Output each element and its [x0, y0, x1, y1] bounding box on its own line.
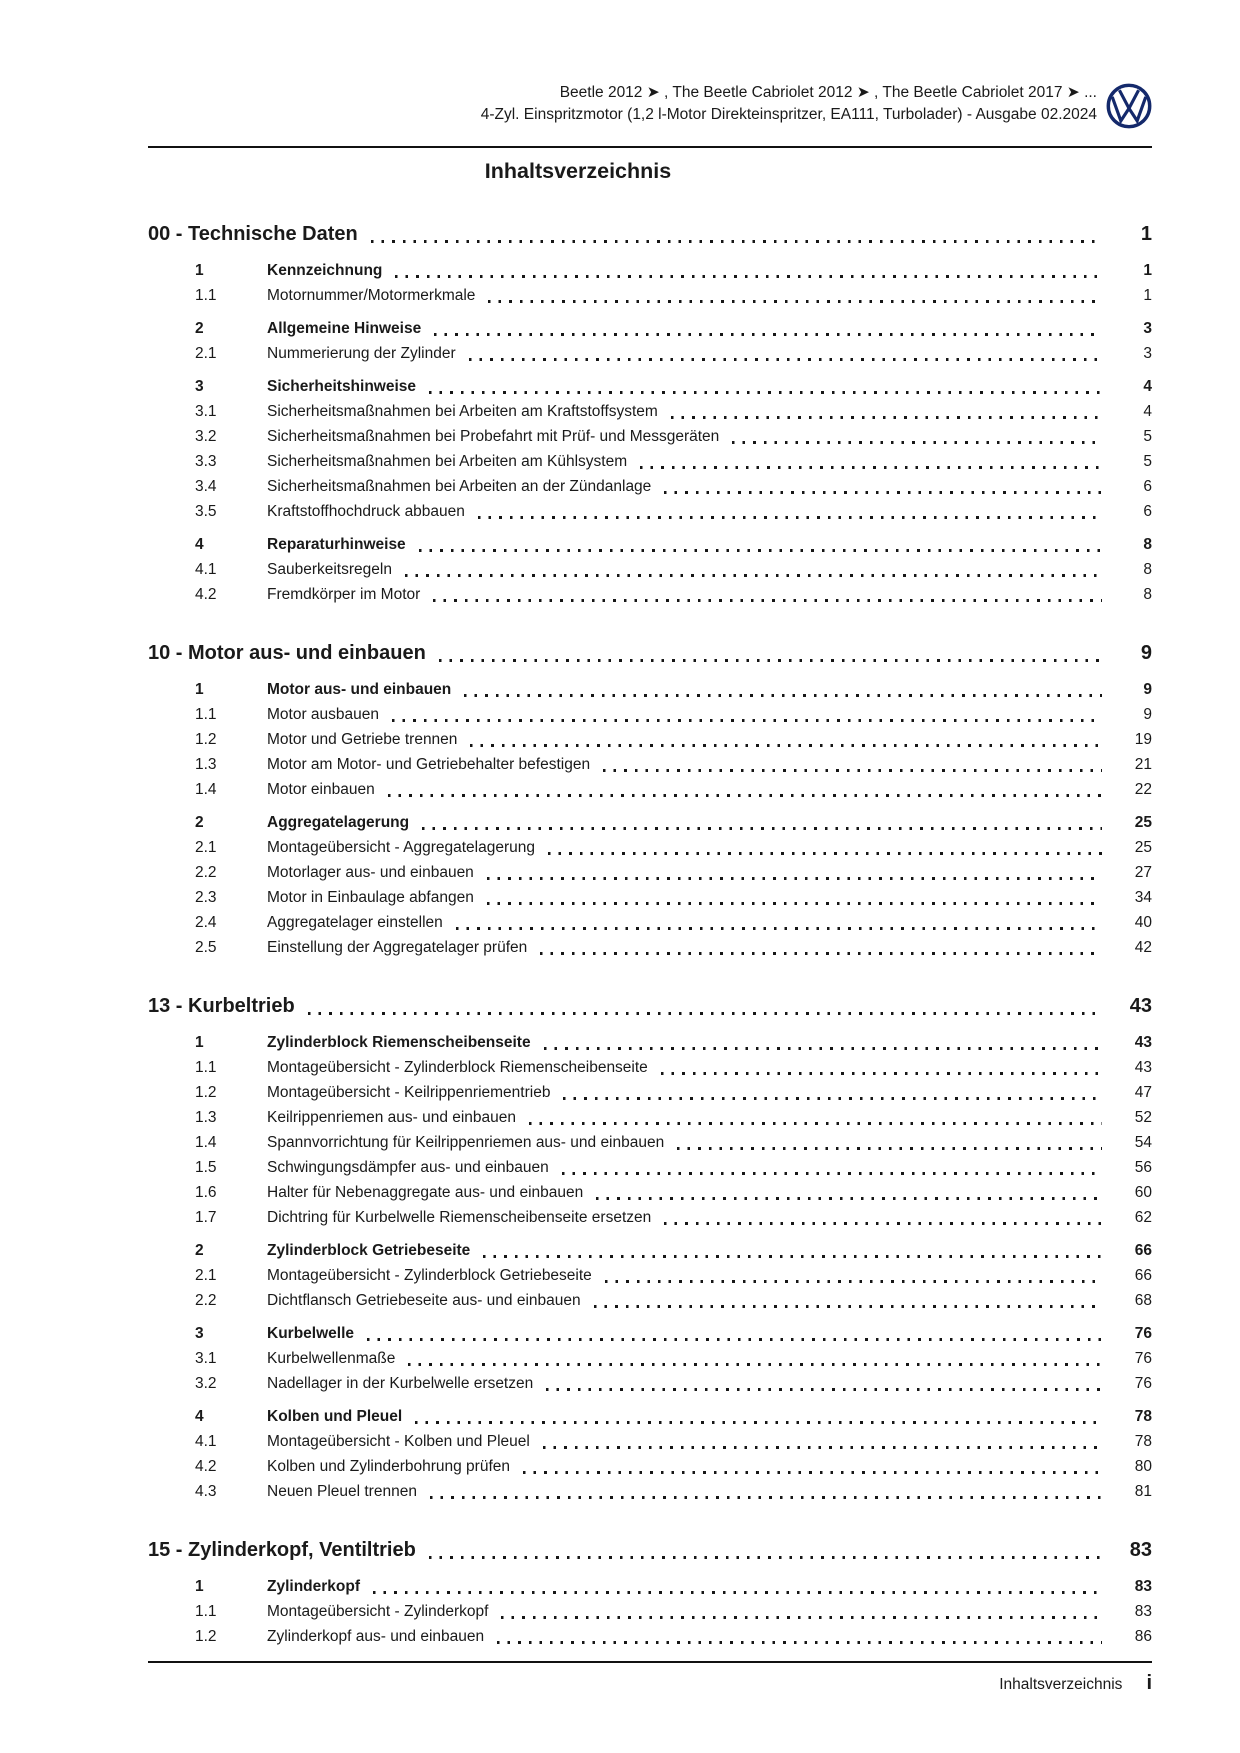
- dot-leader: [664, 1222, 1102, 1225]
- dot-leader: [429, 1556, 1102, 1559]
- entry-title: Fremdkörper im Motor: [267, 586, 421, 603]
- toc-entry-row: [148, 1321, 1152, 1346]
- entry-title: Kraftstoffhochdruck abbauen: [267, 503, 465, 520]
- entry-page-number: 68: [1134, 1292, 1152, 1309]
- section-title: 10 - Motor aus- und einbauen: [148, 642, 426, 664]
- dot-leader: [546, 1388, 1102, 1391]
- entry-title: Halter für Nebenaggregate aus- und einbauen: [267, 1184, 584, 1201]
- entry-page-number: 62: [1134, 1209, 1152, 1226]
- footer-row: [148, 1663, 1152, 1695]
- toc-entry-row: [148, 835, 1152, 860]
- entry-number: 1.3: [195, 756, 217, 773]
- entry-number: 2.4: [195, 914, 217, 931]
- entry-number: 2.2: [195, 1292, 217, 1309]
- entry-page-number: 21: [1134, 756, 1152, 773]
- entry-number: 2.5: [195, 939, 217, 956]
- toc-entry-row: [148, 1429, 1152, 1454]
- dot-leader: [664, 491, 1102, 494]
- entry-title: Nummerierung der Zylinder: [267, 345, 456, 362]
- entry-title: Sauberkeitsregeln: [267, 561, 392, 578]
- entry-number: 2: [195, 1242, 204, 1259]
- entry-title: Aggregatelager einstellen: [267, 914, 443, 931]
- dot-leader: [408, 1363, 1102, 1366]
- toc-entry-row: [148, 1105, 1152, 1130]
- section-page-number: 9: [1140, 642, 1152, 664]
- entry-page-number: 66: [1134, 1267, 1152, 1284]
- entry-number: 1.4: [195, 781, 217, 798]
- entry-page-number: 43: [1134, 1059, 1152, 1076]
- toc-entry-row: [148, 474, 1152, 499]
- entry-title: Dichtflansch Getriebeseite aus- und einbauen: [267, 1292, 581, 1309]
- dot-leader: [501, 1616, 1102, 1619]
- dot-leader: [483, 1255, 1102, 1258]
- entry-number: 1.2: [195, 731, 217, 748]
- dot-leader: [594, 1305, 1102, 1308]
- entry-page-number: 6: [1143, 503, 1152, 520]
- entry-page-number: 4: [1143, 378, 1152, 395]
- entry-number: 1.6: [195, 1184, 217, 1201]
- entry-page-number: 78: [1134, 1408, 1152, 1425]
- entry-page-number: 66: [1134, 1242, 1152, 1259]
- entry-number: 1: [195, 1034, 204, 1051]
- entry-number: 3.1: [195, 1350, 217, 1367]
- document-footer: [148, 1661, 1152, 1695]
- entry-number: 3.2: [195, 428, 217, 445]
- toc-section-row: [148, 990, 1152, 1022]
- page-title: Inhaltsverzeichnis: [484, 159, 672, 183]
- entry-number: 1.2: [195, 1084, 217, 1101]
- entry-number: 3.4: [195, 478, 217, 495]
- toc-section-row: [148, 1534, 1152, 1566]
- toc-entry-row: [148, 1180, 1152, 1205]
- toc-entry-row: [148, 1205, 1152, 1230]
- entry-title: Montageübersicht - Kolben und Pleuel: [267, 1433, 530, 1450]
- entry-title: Zylinderblock Riemenscheibenseite: [267, 1034, 531, 1051]
- entry-title: Montageübersicht - Keilrippenriementrieb: [267, 1084, 551, 1101]
- section-title: 13 - Kurbeltrieb: [148, 995, 295, 1017]
- toc-entry-row: [148, 1479, 1152, 1504]
- entry-number: 3: [195, 1325, 204, 1342]
- toc-section: [148, 637, 1152, 960]
- entry-page-number: 76: [1134, 1375, 1152, 1392]
- section-page-number: 83: [1129, 1539, 1152, 1561]
- dot-leader: [422, 827, 1102, 830]
- entry-title: Neuen Pleuel trennen: [267, 1483, 417, 1500]
- entry-page-number: 43: [1134, 1034, 1152, 1051]
- entry-title: Einstellung der Aggregatelager prüfen: [267, 939, 528, 956]
- entry-title: Nadellager in der Kurbelwelle ersetzen: [267, 1375, 534, 1392]
- entry-title: Kolben und Zylinderbohrung prüfen: [267, 1458, 511, 1475]
- entry-page-number: 4: [1143, 403, 1152, 420]
- entry-title: Sicherheitsmaßnahmen bei Arbeiten am Kraftstoffsystem: [267, 403, 658, 420]
- toc-section-row: [148, 637, 1152, 669]
- dot-leader: [478, 516, 1102, 519]
- dot-leader: [430, 1496, 1102, 1499]
- dot-leader: [563, 1097, 1102, 1100]
- dot-leader: [464, 694, 1102, 697]
- toc-entry-row: [148, 258, 1152, 283]
- dot-leader: [732, 441, 1102, 444]
- entry-number: 1.1: [195, 1059, 217, 1076]
- toc-entry-row: [148, 1454, 1152, 1479]
- toc-entry-row: [148, 752, 1152, 777]
- entry-title: Kurbelwellenmaße: [267, 1350, 396, 1367]
- entry-number: 4: [195, 536, 204, 553]
- dot-leader: [671, 416, 1102, 419]
- entry-title: Motor aus- und einbauen: [267, 681, 452, 698]
- entry-number: 1: [195, 262, 204, 279]
- entry-number: 1: [195, 681, 204, 698]
- dot-leader: [308, 1012, 1102, 1015]
- toc-entry-row: [148, 810, 1152, 835]
- entry-page-number: 56: [1134, 1159, 1152, 1176]
- section-title: 15 - Zylinderkopf, Ventiltrieb: [148, 1539, 416, 1561]
- entry-page-number: 76: [1134, 1325, 1152, 1342]
- entry-title: Kolben und Pleuel: [267, 1408, 403, 1425]
- toc-entry-row: [148, 1080, 1152, 1105]
- dot-leader: [433, 599, 1102, 602]
- entry-number: 4.1: [195, 561, 217, 578]
- entry-title: Motor in Einbaulage abfangen: [267, 889, 474, 906]
- toc-entry-row: [148, 374, 1152, 399]
- toc-entry-row: [148, 1404, 1152, 1429]
- toc-entry-row: [148, 399, 1152, 424]
- entry-page-number: 9: [1143, 706, 1152, 723]
- entry-page-number: 34: [1134, 889, 1152, 906]
- vw-logo-icon: [1106, 83, 1152, 129]
- entry-title: Spannvorrichtung für Keilrippenriemen aus- und einbauen: [267, 1134, 665, 1151]
- entry-number: 3.2: [195, 1375, 217, 1392]
- toc-entry-row: [148, 702, 1152, 727]
- toc-entry-row: [148, 677, 1152, 702]
- entry-number: 1.1: [195, 706, 217, 723]
- entry-page-number: 3: [1143, 320, 1152, 337]
- entry-number: 2.2: [195, 864, 217, 881]
- toc-entry-row: [148, 499, 1152, 524]
- dot-leader: [497, 1641, 1102, 1644]
- entry-number: 4.3: [195, 1483, 217, 1500]
- toc-entry-row: [148, 1346, 1152, 1371]
- entry-number: 3.3: [195, 453, 217, 470]
- dot-leader: [395, 275, 1102, 278]
- entry-title: Motornummer/Motormerkmale: [267, 287, 476, 304]
- dot-leader: [487, 877, 1102, 880]
- entry-number: 2: [195, 320, 204, 337]
- entry-page-number: 83: [1134, 1603, 1152, 1620]
- toc-entry-row: [148, 860, 1152, 885]
- dot-leader: [540, 952, 1102, 955]
- entry-page-number: 27: [1134, 864, 1152, 881]
- entry-title: Zylinderblock Getriebeseite: [267, 1242, 471, 1259]
- entry-title: Sicherheitshinweise: [267, 378, 417, 395]
- toc-entry-row: [148, 935, 1152, 960]
- entry-page-number: 83: [1134, 1578, 1152, 1595]
- toc-section: [148, 1534, 1152, 1649]
- toc-entry-row: [148, 1574, 1152, 1599]
- toc-section-row: [148, 218, 1152, 250]
- entry-page-number: 1: [1143, 262, 1152, 279]
- toc-entry-row: [148, 777, 1152, 802]
- footer-label: Inhaltsverzeichnis: [999, 1676, 1123, 1693]
- dot-leader: [523, 1471, 1102, 1474]
- entry-title: Zylinderkopf aus- und einbauen: [267, 1628, 485, 1645]
- entry-page-number: 6: [1143, 478, 1152, 495]
- entry-number: 1.4: [195, 1134, 217, 1151]
- entry-title: Motor und Getriebe trennen: [267, 731, 458, 748]
- entry-page-number: 8: [1143, 536, 1152, 553]
- entry-title: Keilrippenriemen aus- und einbauen: [267, 1109, 517, 1126]
- entry-number: 4: [195, 1408, 204, 1425]
- entry-page-number: 19: [1134, 731, 1152, 748]
- entry-title: Kurbelwelle: [267, 1325, 354, 1342]
- entry-title: Zylinderkopf: [267, 1578, 361, 1595]
- entry-number: 3.1: [195, 403, 217, 420]
- dot-leader: [605, 1280, 1102, 1283]
- entry-page-number: 1: [1143, 287, 1152, 304]
- toc-entry-row: [148, 316, 1152, 341]
- dot-leader: [603, 769, 1102, 772]
- entry-number: 2.3: [195, 889, 217, 906]
- dot-leader: [392, 719, 1102, 722]
- entry-title: Motor ausbauen: [267, 706, 380, 723]
- dot-leader: [434, 333, 1102, 336]
- entry-page-number: 5: [1143, 428, 1152, 445]
- dot-leader: [544, 1047, 1102, 1050]
- toc-entry-row: [148, 341, 1152, 366]
- entry-page-number: 86: [1134, 1628, 1152, 1645]
- entry-page-number: 54: [1134, 1134, 1152, 1151]
- entry-title: Reparaturhinweise: [267, 536, 406, 553]
- entry-page-number: 76: [1134, 1350, 1152, 1367]
- entry-title: Motor am Motor- und Getriebehalter befestigen: [267, 756, 591, 773]
- dot-leader: [419, 549, 1102, 552]
- dot-leader: [388, 794, 1102, 797]
- toc-entry-row: [148, 532, 1152, 557]
- dot-leader: [543, 1446, 1102, 1449]
- entry-title: Kennzeichnung: [267, 262, 383, 279]
- toc-section: [148, 990, 1152, 1504]
- entry-page-number: 81: [1134, 1483, 1152, 1500]
- toc-entry-row: [148, 283, 1152, 308]
- entry-page-number: 22: [1134, 781, 1152, 798]
- entry-title: Montageübersicht - Zylinderblock Riemenscheibenseite: [267, 1059, 648, 1076]
- dot-leader: [371, 240, 1102, 243]
- header-text: [148, 82, 1106, 126]
- section-page-number: 43: [1129, 995, 1152, 1017]
- toc-entry-row: [148, 424, 1152, 449]
- entry-number: 4.2: [195, 1458, 217, 1475]
- entry-page-number: 9: [1143, 681, 1152, 698]
- dot-leader: [456, 927, 1102, 930]
- entry-title: Aggregatelagerung: [267, 814, 410, 831]
- toc-entry-row: [148, 449, 1152, 474]
- entry-number: 3.5: [195, 503, 217, 520]
- dot-leader: [439, 659, 1102, 662]
- entry-page-number: 8: [1143, 561, 1152, 578]
- dot-leader: [640, 466, 1102, 469]
- entry-number: 1.1: [195, 287, 217, 304]
- entry-number: 1.1: [195, 1603, 217, 1620]
- toc-entry-row: [148, 1624, 1152, 1649]
- dot-leader: [596, 1197, 1102, 1200]
- entry-title: Motorlager aus- und einbauen: [267, 864, 474, 881]
- entry-title: Montageübersicht - Aggregatelagerung: [267, 839, 535, 856]
- toc-entry-row: [148, 1263, 1152, 1288]
- toc-entry-row: [148, 1371, 1152, 1396]
- entry-title: Motor einbauen: [267, 781, 375, 798]
- dot-leader: [562, 1172, 1102, 1175]
- entry-title: Sicherheitsmaßnahmen bei Probefahrt mit Prüf- und Messgeräten: [267, 428, 720, 445]
- toc-entry-row: [148, 1288, 1152, 1313]
- toc-entry-row: [148, 1030, 1152, 1055]
- document-header: [148, 82, 1152, 129]
- header-model-line: Beetle 2012 ➤ , The Beetle Cabriolet 2012 ➤ , The Beetle Cabriolet 2017 ➤ ...: [559, 84, 1097, 101]
- entry-page-number: 25: [1134, 839, 1152, 856]
- toc-entry-row: [148, 885, 1152, 910]
- dot-leader: [548, 852, 1102, 855]
- entry-page-number: 80: [1134, 1458, 1152, 1475]
- entry-title: Allgemeine Hinweise: [267, 320, 422, 337]
- entry-page-number: 78: [1134, 1433, 1152, 1450]
- dot-leader: [661, 1072, 1102, 1075]
- footer-page-number: i: [1146, 1672, 1152, 1694]
- entry-title: Sicherheitsmaßnahmen bei Arbeiten an der Zündanlage: [267, 478, 652, 495]
- dot-leader: [415, 1421, 1102, 1424]
- toc-entry-row: [148, 1055, 1152, 1080]
- entry-number: 3: [195, 378, 204, 395]
- entry-title: Montageübersicht - Zylinderkopf: [267, 1603, 489, 1620]
- section-page-number: 1: [1140, 223, 1152, 245]
- dot-leader: [405, 574, 1102, 577]
- toc-section: [148, 218, 1152, 607]
- toc: [148, 218, 1152, 1649]
- entry-number: 4.2: [195, 586, 217, 603]
- entry-title: Dichtring für Kurbelwelle Riemenscheibenseite ersetzen: [267, 1209, 652, 1226]
- toc-entry-row: [148, 727, 1152, 752]
- entry-number: 1.7: [195, 1209, 217, 1226]
- dot-leader: [488, 300, 1102, 303]
- entry-page-number: 42: [1134, 939, 1152, 956]
- dot-leader: [677, 1147, 1102, 1150]
- toc-entry-row: [148, 1130, 1152, 1155]
- entry-number: 1.5: [195, 1159, 217, 1176]
- entry-title: Montageübersicht - Zylinderblock Getriebeseite: [267, 1267, 592, 1284]
- entry-page-number: 8: [1143, 586, 1152, 603]
- dot-leader: [429, 391, 1102, 394]
- entry-page-number: 47: [1134, 1084, 1152, 1101]
- entry-page-number: 5: [1143, 453, 1152, 470]
- entry-number: 2.1: [195, 345, 217, 362]
- dot-leader: [487, 902, 1102, 905]
- toc-entry-row: [148, 910, 1152, 935]
- entry-page-number: 60: [1134, 1184, 1152, 1201]
- header-engine-line: 4-Zyl. Einspritzmotor (1,2 l-Motor Direkteinspritzer, EA111, Turbolader) - Ausgabe 02.2024: [480, 106, 1097, 123]
- entry-number: 4.1: [195, 1433, 217, 1450]
- dot-leader: [367, 1338, 1102, 1341]
- dot-leader: [469, 358, 1102, 361]
- entry-number: 1: [195, 1578, 204, 1595]
- toc-entry-row: [148, 582, 1152, 607]
- entry-number: 1.2: [195, 1628, 217, 1645]
- entry-number: 1.3: [195, 1109, 217, 1126]
- entry-title: Schwingungsdämpfer aus- und einbauen: [267, 1159, 549, 1176]
- entry-number: 2.1: [195, 1267, 217, 1284]
- header-rule: [148, 146, 1152, 148]
- toc-entry-row: [148, 1238, 1152, 1263]
- entry-page-number: 52: [1134, 1109, 1152, 1126]
- dot-leader: [529, 1122, 1102, 1125]
- entry-number: 2: [195, 814, 204, 831]
- entry-page-number: 25: [1134, 814, 1152, 831]
- entry-page-number: 40: [1134, 914, 1152, 931]
- entry-page-number: 3: [1143, 345, 1152, 362]
- toc-entry-row: [148, 1599, 1152, 1624]
- dot-leader: [470, 744, 1102, 747]
- entry-number: 2.1: [195, 839, 217, 856]
- dot-leader: [373, 1591, 1102, 1594]
- entry-title: Sicherheitsmaßnahmen bei Arbeiten am Kühlsystem: [267, 453, 628, 470]
- toc-entry-row: [148, 557, 1152, 582]
- section-title: 00 - Technische Daten: [148, 223, 358, 245]
- toc-entry-row: [148, 1155, 1152, 1180]
